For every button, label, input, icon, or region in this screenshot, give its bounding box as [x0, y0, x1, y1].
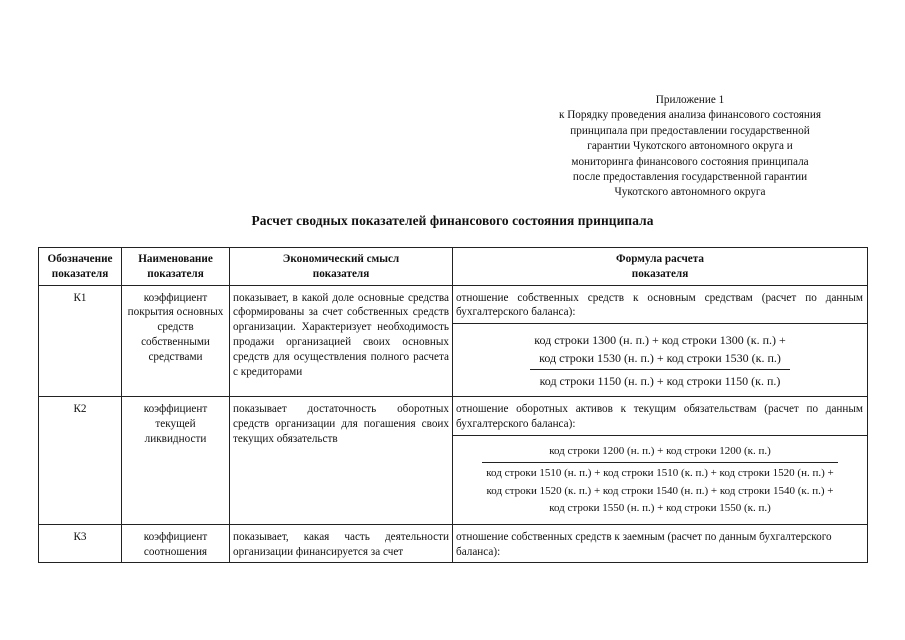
table-row	[39, 285, 868, 397]
formula-expression	[453, 323, 867, 396]
header-sense	[230, 248, 453, 286]
indicator-formula	[453, 524, 868, 563]
formula-description: отношение собственных средств к заемным (расчет по данным бухгалтерского баланса):	[456, 530, 832, 558]
indicator-sense: показывает, какая часть деятельности организации финансируется за счет	[230, 524, 453, 563]
formula-line: код строки 1520 (к. п.) + код строки 1540 (н. п.) + код строки 1540 (к. п.) +	[486, 484, 834, 497]
indicators-table	[38, 247, 868, 563]
indicator-code: К1	[39, 285, 122, 397]
indicator-name: коэффициент соотношения	[122, 524, 230, 563]
formula-line: код строки 1550 (н. п.) + код строки 1550 (к. п.)	[549, 502, 771, 515]
formula-description: отношение оборотных активов к текущим обязательствам (расчет по данным бухгалтерского баланса):	[456, 403, 863, 430]
header-name-line: показателя	[147, 267, 204, 280]
indicator-code: К3	[39, 524, 122, 563]
indicator-name: коэффициент текущей ликвидности	[122, 397, 230, 525]
formula-numerator	[482, 443, 837, 463]
formula-line: код строки 1530 (н. п.) + код строки 1530 (к. п.)	[539, 351, 781, 366]
formula-line: код строки 1150 (н. п.) + код строки 1150 (к. п.)	[539, 374, 781, 389]
table-row	[39, 524, 868, 563]
appendix-line: мониторинга финансового состояния принципала	[571, 155, 809, 168]
formula-fraction	[530, 331, 790, 390]
header-formula-line: Формула расчета	[616, 253, 704, 265]
formula-line: код строки 1200 (н. п.) + код строки 1200 (к. п.)	[549, 444, 771, 457]
header-name	[122, 248, 230, 286]
document-title: Расчет сводных показателей финансового состояния принципала	[251, 213, 654, 228]
appendix-header	[520, 93, 860, 201]
formula-description: отношение собственных средств к основным средствам (расчет по данным бухгалтерского баланса):	[456, 291, 863, 319]
indicator-code: К2	[39, 397, 122, 525]
appendix-line: Чукотского автономного округа	[614, 186, 766, 199]
formula-line: код строки 1510 (н. п.) + код строки 1510 (к. п.) + код строки 1520 (н. п.) +	[486, 467, 834, 480]
header-code-line: Обозначение	[47, 253, 113, 265]
indicator-sense: показывает, в какой доле основные средства сформированы за счет собственных средств организации. Характеризует необходимость продажи организацией своих основных средств для осуществления полного расчета с кредиторами	[230, 285, 453, 397]
formula-numerator	[530, 331, 790, 369]
header-code	[39, 248, 122, 286]
header-formula-line: показателя	[631, 267, 689, 280]
appendix-line: после предоставления государственной гарантии	[572, 171, 808, 184]
indicator-formula	[453, 285, 868, 397]
appendix-line: гарантии Чукотского автономного округа и	[587, 140, 793, 153]
indicator-formula	[453, 397, 868, 525]
formula-fraction	[482, 443, 837, 518]
formula-denominator	[530, 369, 790, 390]
appendix-line: Приложение 1	[655, 94, 725, 106]
table-row	[39, 397, 868, 525]
header-sense-line: Экономический смысл	[282, 253, 400, 265]
appendix-line: принципала при предоставлении государственной	[570, 124, 810, 137]
header-code-line: показателя	[51, 267, 109, 280]
appendix-line: к Порядку проведения анализа финансового состояния	[559, 109, 821, 122]
table-header-row	[39, 248, 868, 286]
header-sense-line: показателя	[312, 267, 370, 280]
formula-expression	[453, 435, 867, 524]
header-name-line: Наименование	[138, 253, 213, 265]
indicator-sense: показывает достаточность оборотных средств организации для погашения своих текущих обязательств	[230, 397, 453, 525]
header-formula	[453, 248, 868, 286]
formula-denominator	[482, 462, 837, 518]
indicator-name: коэффициент покрытия основных средств собственными средствами	[122, 285, 230, 397]
formula-line: код строки 1300 (н. п.) + код строки 1300 (к. п.) +	[534, 333, 786, 348]
